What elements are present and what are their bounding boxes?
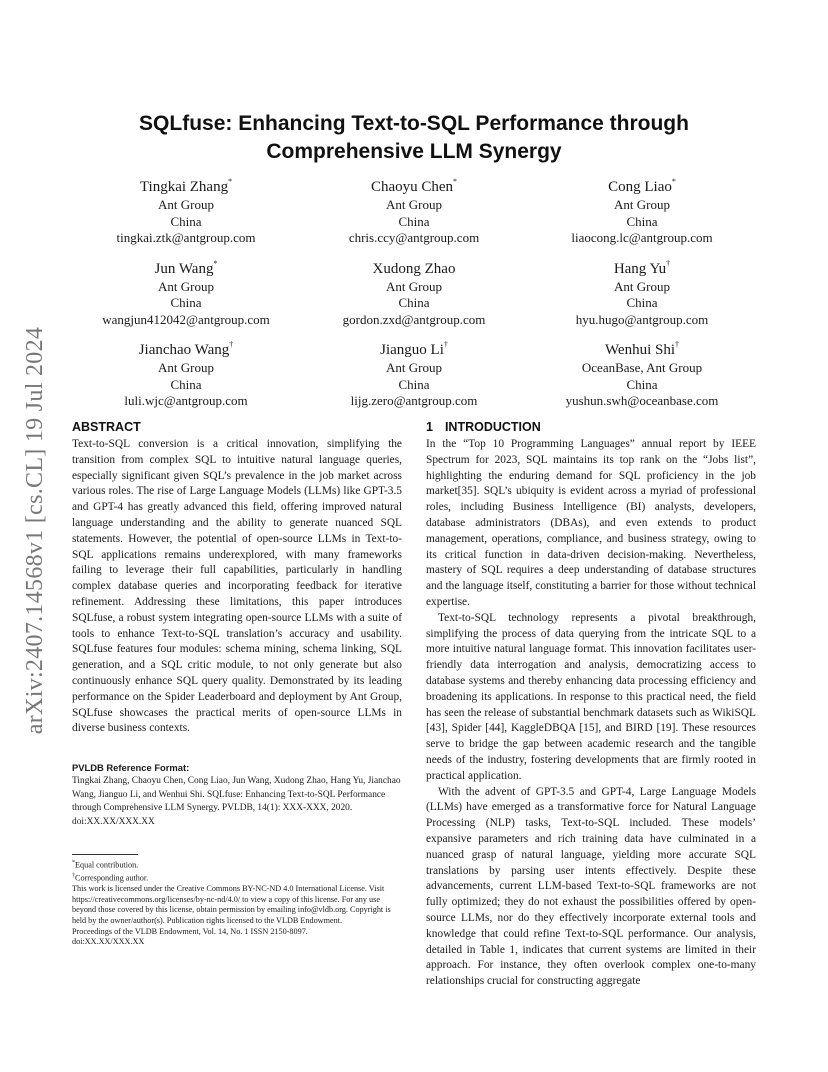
author-country: China bbox=[626, 295, 658, 310]
author-country: China bbox=[626, 376, 658, 392]
footnote-doi: doi:XX.XX/XXX.XX bbox=[72, 937, 145, 947]
abstract-heading: ABSTRACT bbox=[72, 420, 141, 434]
author-block bbox=[72, 178, 756, 423]
author-org: Ant Group bbox=[614, 197, 670, 212]
abstract-text: Text-to-SQL conversion is a critical innovation, simplifying the transition from complex SQL to intuitive natural language queries, especially significant given SQL’s prevalence in the job market across various roles. The rise of Large Language Models (LLMs) like GPT-3.5 and GPT-4 has greatly advanced this field, offering improved natural language understanding and the ability to generate nuanced SQL statements. However, the potential of open-source LLMs in Text-to-SQL applications remains underexplored, with many frameworks failing to leverage their full capabilities, particularly in handling complex database queries and incorporating feedback for iterative refinement. Addressing these limitations, this paper introduces SQLfuse, a robust system integrating open-source LLMs with a suite of tools to enhance Text-to-SQL translation’s accuracy and usability. SQLfuse features four modules: schema mining, schema linking, SQL generation, and a SQL critic module, to not only generate but also continuously enhance SQL query quality. Demonstrated by its leading performance on the Spider Leaderboard and deployment by Ant Group, SQLfuse showcases the practical merits of open-source LLMs in diverse business contexts. bbox=[72, 438, 402, 735]
author-email: liaocong.lc@antgroup.com bbox=[571, 230, 713, 245]
author-card bbox=[528, 341, 756, 410]
title-line-2: Comprehensive LLM Synergy bbox=[266, 140, 562, 163]
author-card bbox=[72, 260, 300, 329]
author-name: Wenhui Shi bbox=[604, 342, 676, 358]
author-row bbox=[72, 178, 756, 247]
section-number: 1 bbox=[426, 420, 433, 434]
author-name: Chaoyu Chen bbox=[370, 179, 454, 195]
author-country: China bbox=[170, 213, 202, 229]
author-org: Ant Group bbox=[386, 360, 442, 375]
author-country: China bbox=[398, 213, 430, 229]
author-mark: * bbox=[228, 177, 233, 186]
arxiv-identifier: arXiv:2407.14568v1 [cs.CL] 19 Jul 2024 bbox=[22, 326, 49, 734]
author-card bbox=[300, 178, 528, 247]
author-country: China bbox=[170, 376, 202, 392]
author-card bbox=[528, 178, 756, 247]
intro-paragraph: With the advent of GPT-3.5 and GPT-4, Large Language Models (LLMs) have emerged as a transformative force for Natural Language Processing (NLP) tasks, Text-to-SQL included. These models’ expansive parameters and rich training data have culminated in a nuanced grasp of natural language, yielding more accurate SQL translations by parsing user intents effectively. Despite these advancements, current LLM-based Text-to-SQL frameworks are not fully optimized; they do not exhaust the possibilities offered by open-source LLMs, nor do they effectively incorporate external tools and knowledge that could refine Text-to-SQL performance. Our analysis, detailed in Table 1, indicates that current systems are limited in their approach. For instance, they often overlook complex one-to-many relationships crucial for constructing aggregate bbox=[426, 785, 756, 988]
author-email: luli.wjc@antgroup.com bbox=[124, 393, 248, 408]
author-org: Ant Group bbox=[386, 278, 442, 294]
author-card bbox=[300, 260, 528, 329]
author-country: China bbox=[626, 213, 658, 229]
reference-format-heading: PVLDB Reference Format: bbox=[72, 762, 190, 774]
author-org: Ant Group bbox=[158, 360, 214, 375]
footnote-divider bbox=[72, 854, 138, 855]
author-email: gordon.zxd@antgroup.com bbox=[342, 311, 486, 327]
author-mark: † bbox=[443, 340, 448, 349]
author-name: Hang Yu bbox=[613, 260, 667, 277]
author-org: Ant Group bbox=[614, 278, 670, 294]
footnote-corresponding: †Corresponding author. bbox=[72, 872, 149, 883]
author-email: lijg.zero@antgroup.com bbox=[350, 393, 478, 408]
author-country: China bbox=[170, 295, 202, 310]
author-mark: * bbox=[671, 177, 676, 186]
author-name: Cong Liao bbox=[608, 179, 672, 195]
author-row bbox=[72, 260, 756, 329]
author-name: Jianguo Li bbox=[380, 342, 444, 358]
intro-paragraph: Text-to-SQL technology represents a pivotal breakthrough, simplifying the process of data querying from the intricate SQL to a more intuitive natural language format. This innovation facilitates user-friendly data interrogation and analysis, democratizing access to database systems and thereby enhancing data processing efficiency and broadening its applications. In response to this practical need, the field has seen the release of substantial benchmark datasets such as WikiSQL [43], Spider [44], KaggleDBQA [15], and BIRD [19]. These resources serve to bridge the gap between academic research and the tangible needs of the industry, fostering developments that are firmly rooted in practical application. bbox=[426, 611, 756, 782]
author-org: Ant Group bbox=[158, 278, 214, 294]
author-org: Ant Group bbox=[158, 197, 214, 212]
author-mark: * bbox=[453, 177, 458, 186]
reference-format-text: Tingkai Zhang, Chaoyu Chen, Cong Liao, Jun Wang, Xudong Zhao, Hang Yu, Jianchao Wang, Jianguo Li, and Wenhui Shi. SQLfuse: Enhancing Text-to-SQL Performance through Comprehensive LLM Synergy. PVLDB, 14(1): XXX-XXX, 2020. bbox=[72, 776, 401, 814]
author-card bbox=[72, 178, 300, 247]
author-name: Jianchao Wang bbox=[138, 342, 230, 358]
author-country: China bbox=[398, 295, 430, 310]
author-card bbox=[528, 260, 756, 329]
author-row bbox=[72, 341, 756, 410]
author-name: Xudong Zhao bbox=[372, 260, 456, 277]
right-column bbox=[426, 418, 756, 990]
section-title: INTRODUCTION bbox=[444, 420, 541, 434]
author-email: chris.ccy@antgroup.com bbox=[348, 230, 480, 245]
author-mark: † bbox=[675, 340, 680, 349]
author-mark: * bbox=[213, 258, 218, 268]
author-email: hyu.hugo@antgroup.com bbox=[575, 311, 709, 327]
reference-format-doi: doi:XX.XX/XXX.XX bbox=[72, 816, 155, 827]
author-name: Tingkai Zhang bbox=[139, 179, 229, 195]
introduction-heading bbox=[426, 418, 756, 436]
left-column bbox=[72, 418, 402, 948]
author-org: OceanBase, Ant Group bbox=[581, 360, 703, 375]
author-email: tingkai.ztk@antgroup.com bbox=[116, 230, 256, 245]
footnote-license: This work is licensed under the Creative Commons BY-NC-ND 4.0 International License. Visit https://creativecommons.org/licenses/by-nc-nd/4.0/ to view a copy of this license. For any use beyond those covered by this license, obtain permission by emailing info@vldb.org. Copyright is held by the owner/author(s). Publication rights licensed to the VLDB Endowment. bbox=[72, 884, 391, 925]
author-mark: † bbox=[229, 340, 234, 349]
author-email: yushun.swh@oceanbase.com bbox=[565, 393, 719, 408]
footnote-equal-text: Equal contribution. bbox=[75, 860, 139, 870]
author-name: Jun Wang bbox=[154, 260, 214, 277]
footnote-corresponding-text: Corresponding author. bbox=[75, 873, 149, 883]
author-card bbox=[72, 341, 300, 410]
author-mark: † bbox=[666, 258, 671, 268]
arxiv-identifier-sidebar bbox=[8, 300, 64, 760]
footnote-equal: *Equal contribution. bbox=[72, 859, 139, 870]
title-line-1: SQLfuse: Enhancing Text-to-SQL Performance through bbox=[139, 112, 689, 135]
intro-paragraph: In the “Top 10 Programming Languages” annual report by IEEE Spectrum for 2023, SQL maintains its top rank on the “Jobs list”, highlighting the enduring demand for SQL proficiency in the job market[35]. SQL’s ubiquity is evident across a myriad of professional roles, including Business Intelligence (BI) analysts, developers, database administrators (DBAs), and even extends to product management, operations, compliance, and business strategy, owing to its critical function in data-driven decision-making. Nevertheless, mastery of SQL requires a deep understanding of database structures and the language itself, constituting a barrier for those without technical expertise. bbox=[426, 438, 756, 608]
author-country: China bbox=[398, 376, 430, 392]
author-card bbox=[300, 341, 528, 410]
footnote-proceedings: Proceedings of the VLDB Endowment, Vol. 14, No. 1 ISSN 2150-8097. bbox=[72, 926, 308, 936]
author-email: wangjun412042@antgroup.com bbox=[102, 311, 270, 327]
author-org: Ant Group bbox=[386, 197, 442, 212]
paper-title bbox=[72, 110, 756, 166]
